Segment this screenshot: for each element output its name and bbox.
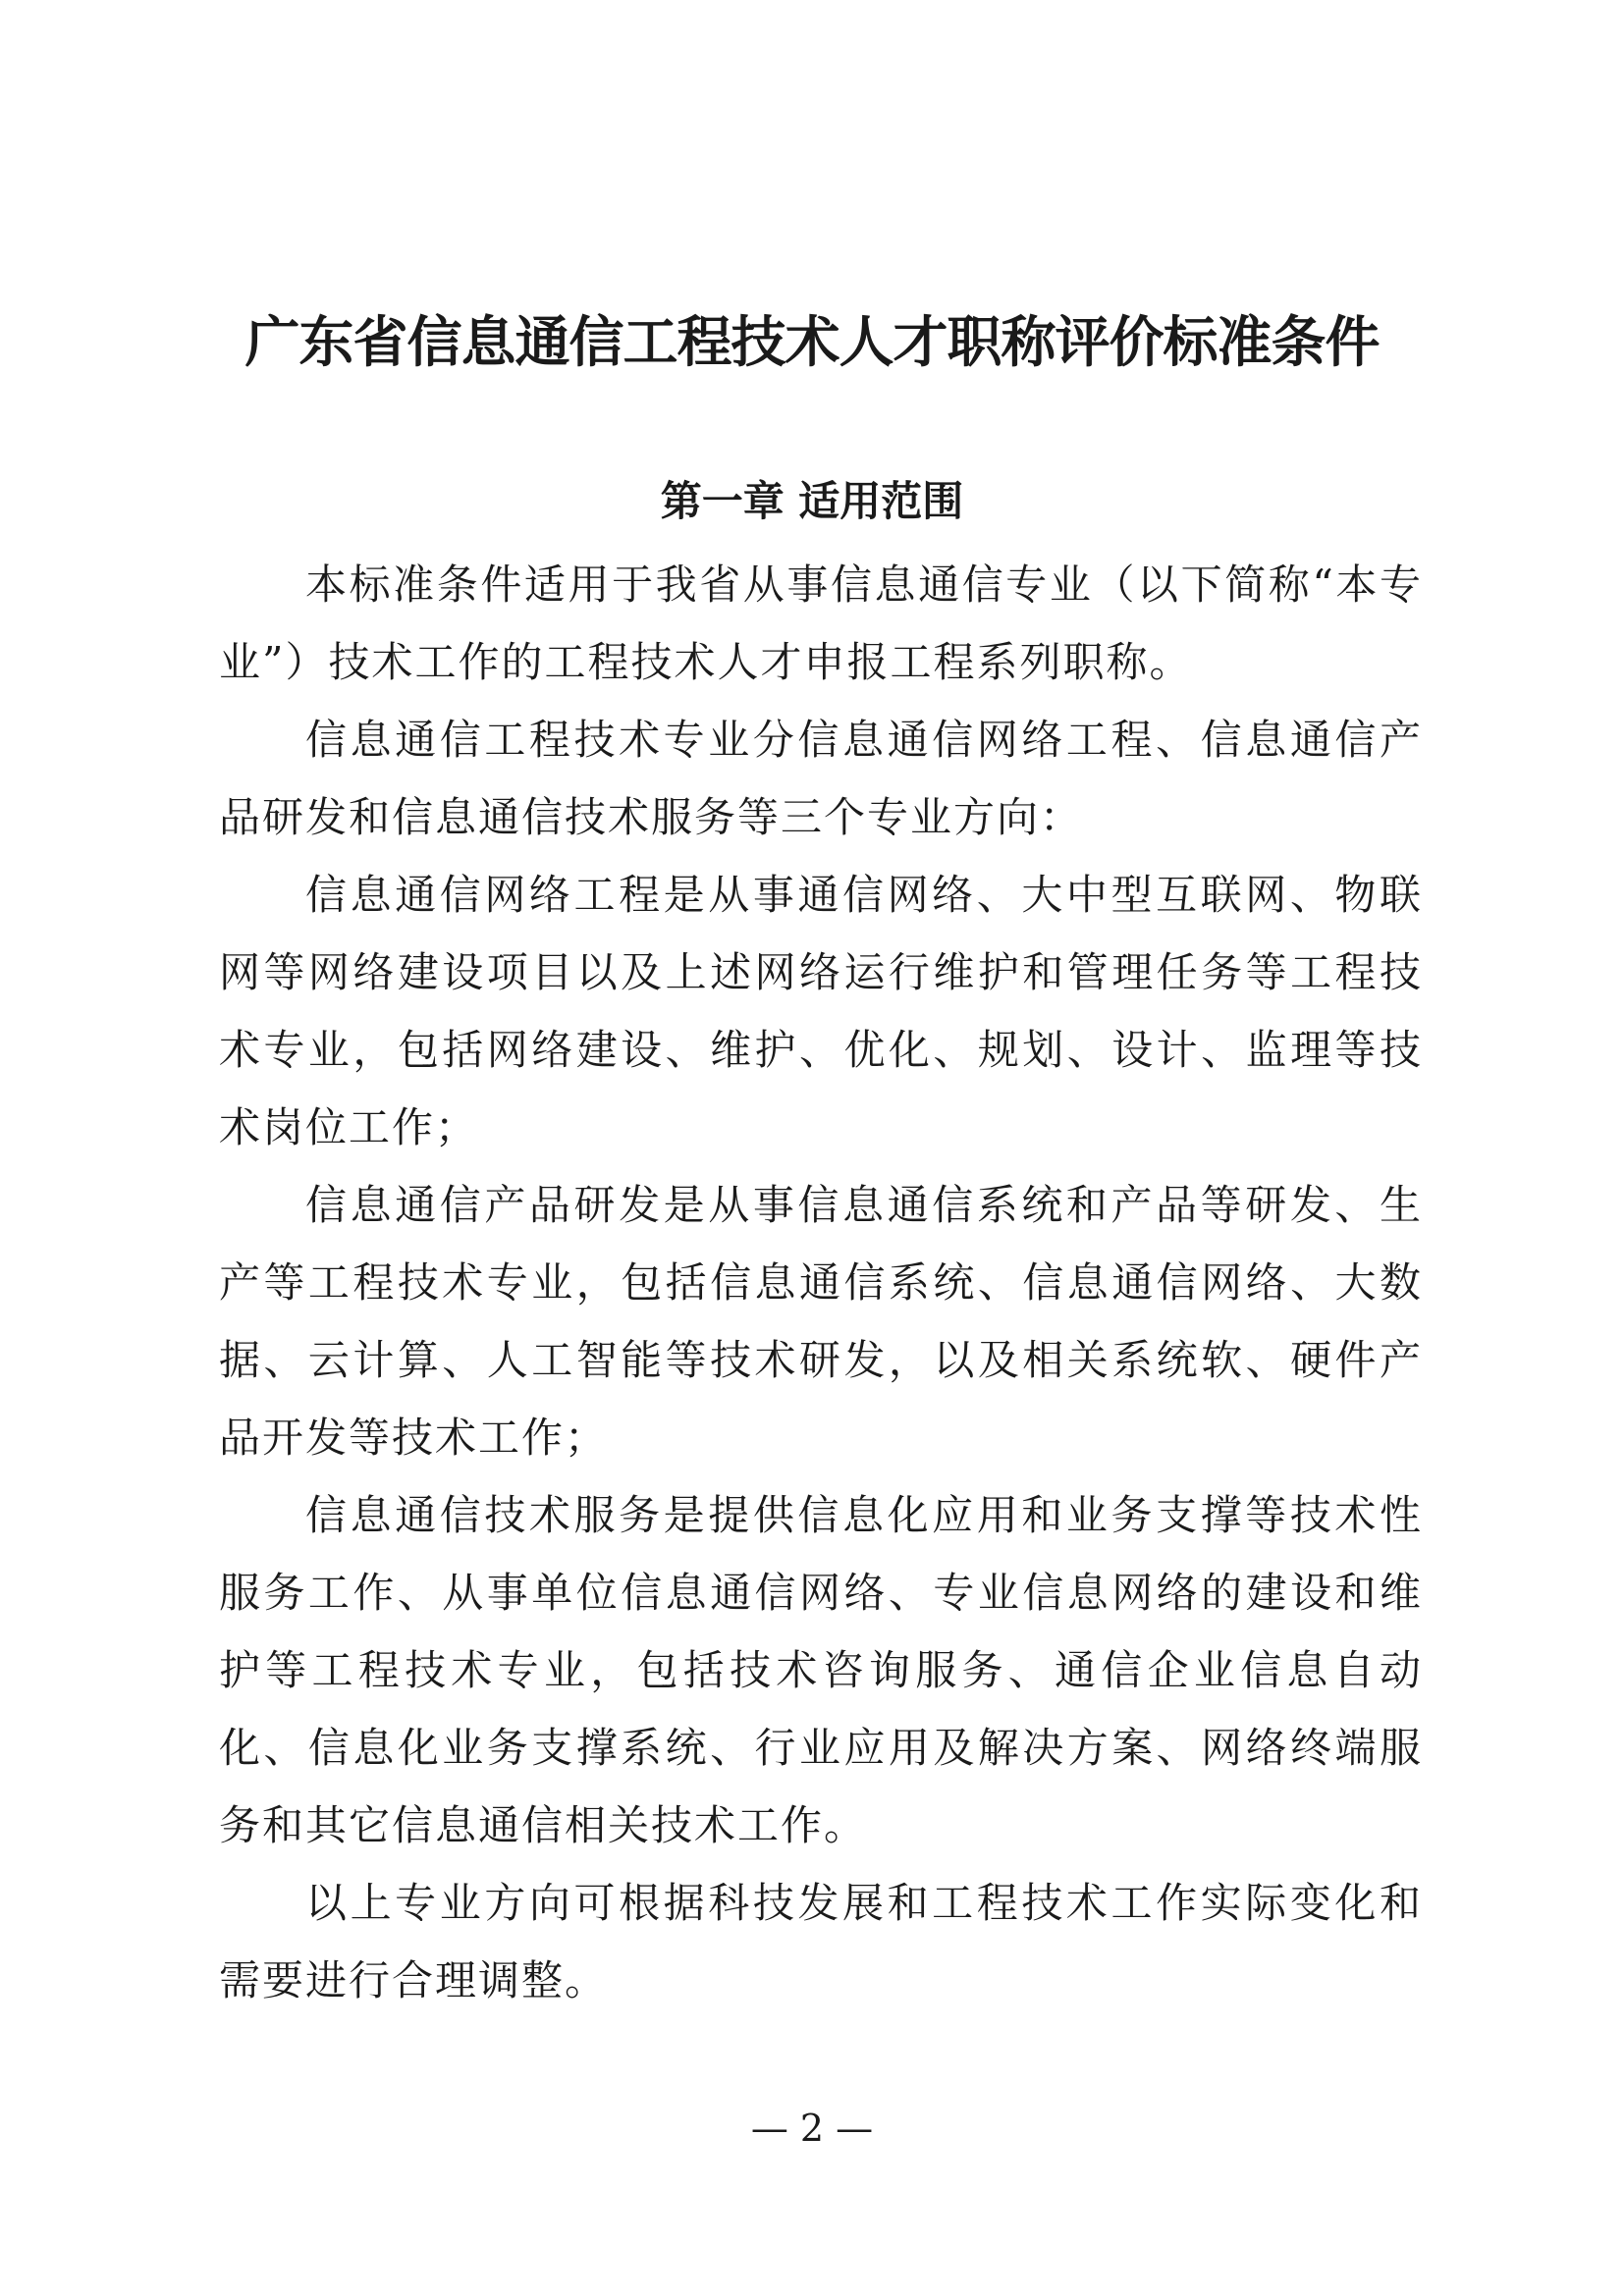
paragraph-adjustment: 以上专业方向可根据科技发展和工程技术工作实际变化和需要进行合理调整。 <box>219 1879 1423 2004</box>
page-number: — 2 — <box>750 2107 874 2150</box>
paragraph-technical-services: 信息通信技术服务是提供信息化应用和业务支撑等技术性服务工作、从事单位信息通信网络、专业信息网络的建设和维护等工程技术专业，包括技术咨询服务、通信企业信息自动化、信息化业务支撑系统、行业应用及解决方案、网络终端服务和其它信息通信相关技术工作。 <box>219 1491 1423 1849</box>
paragraph-directions: 信息通信工程技术专业分信息通信网络工程、信息通信产品研发和信息通信技术服务等三个专业方向： <box>219 716 1423 841</box>
document-title: 广东省信息通信工程技术人才职称评价标准条件 <box>244 311 1380 375</box>
paragraph-scope: 本标准条件适用于我省从事信息通信专业（以下简称“本专业”）技术工作的工程技术人才申报工程系列职称。 <box>219 561 1423 686</box>
paragraph-product-rnd: 信息通信产品研发是从事信息通信系统和产品等研发、生产等工程技术专业，包括信息通信系统、信息通信网络、大数据、云计算、人工智能等技术研发，以及相关系统软、硬件产品开发等技术工作； <box>219 1181 1423 1462</box>
paragraph-network-engineering: 信息通信网络工程是从事通信网络、大中型互联网、物联网等网络建设项目以及上述网络运行维护和管理任务等工程技术专业，包括网络建设、维护、优化、规划、设计、监理等技术岗位工作； <box>219 871 1423 1151</box>
body-text <box>219 546 1423 2019</box>
chapter-heading: 第一章 适用范围 <box>660 477 964 525</box>
